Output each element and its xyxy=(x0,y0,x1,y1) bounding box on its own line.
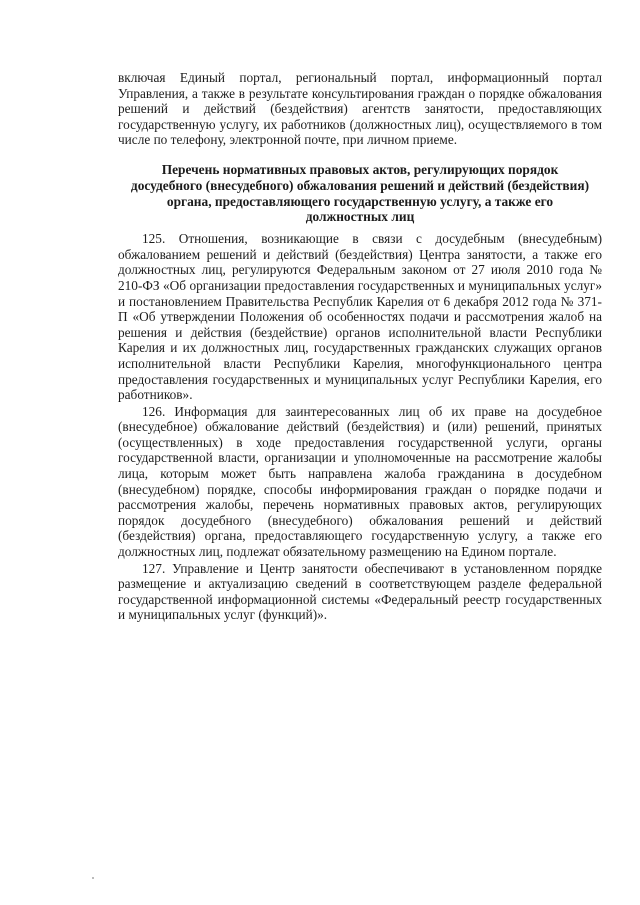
paragraph-125: 125. Отношения, возникающие в связи с досудебным (внесудебным) обжалованием решений и действий (бездействия) Центра занятости, а также его должностных лиц, регулируются Федеральным законом от 27 июля 2010 года № 210-ФЗ «Об организации предоставления государственных и муниципальных услуг» и постановлением Правительства Республик Карелия от 6 декабря 2012 года № 371-П «Об утверждении Положения об особенностях подачи и рассмотрения жалоб на решения и действия (бездействие) органов исполнительной власти Республики Карелия и их должностных лиц, государственных гражданских служащих органов исполнительной власти Республики Карелия, многофункционального центра предоставления государственных и муниципальных услуг Республики Карелия, его работников». xyxy=(118,231,602,403)
section-heading: Перечень нормативных правовых актов, регулирующих порядок досудебного (внесудебного) обжалования решений и действий (бездействия) органа, предоставляющего государственную услугу, а также его должностных лиц xyxy=(130,161,590,225)
paragraph-126: 126. Информация для заинтересованных лиц об их праве на досудебное (внесудебное) обжалование действий (бездействия) и (или) решений, принятых (осуществленных) в ходе предоставления государственной услуги, органы государственной власти, организации и уполномоченные на рассмотрение жалобы лица, которым может быть направлена жалоба гражданина в досудебном (внесудебном) порядке, способы информирования граждан о порядке подачи и рассмотрения жалобы, перечень нормативных правовых актов, регулирующих порядок досудебного (внесудебного) обжалования решений и действий (бездействия) органа, предоставляющего государственную услугу, а также его должностных лиц, подлежат обязательному размещению на Едином портале. xyxy=(118,403,602,560)
paragraph-127: 127. Управление и Центр занятости обеспечивают в установленном порядке размещение и актуализацию сведений в соответствующем разделе федеральной государственной информационной системы «Федеральный реестр государственных и муниципальных услуг (функций)». xyxy=(118,560,602,623)
scan-speck xyxy=(92,877,94,879)
intro-paragraph: включая Единый портал, региональный портал, информационный портал Управления, а также в результате консультирования граждан о порядке обжалования решений и действий (бездействия) агентств занятости, предоставляющих государственную услугу, их работников (должностных лиц), осуществляемого в том числе по телефону, электронной почте, при личном приеме. xyxy=(118,70,602,148)
